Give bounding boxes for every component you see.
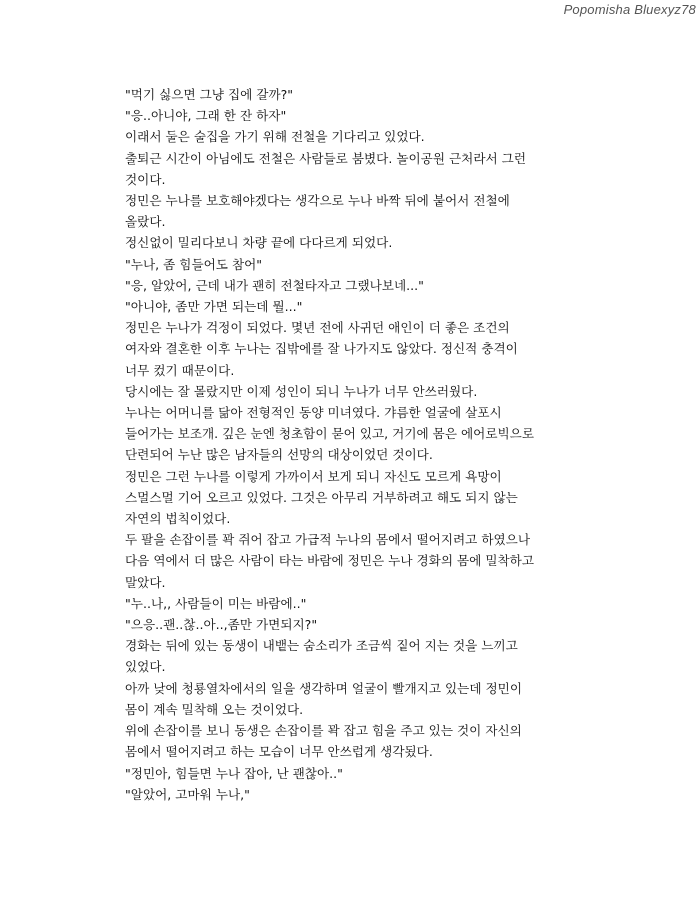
text-line: "응..아니야, 그래 한 잔 하자": [125, 108, 287, 124]
text-line: 너무 컸기 때문이다.: [125, 362, 235, 378]
text-line: 정신없이 밀리다보니 차량 끝에 다다르게 되었다.: [125, 235, 393, 251]
text-line: "누나, 좀 힘들어도 참어": [125, 256, 263, 272]
text-line: "먹기 싫으면 그냥 집에 갈까?": [125, 87, 294, 102]
text-line: 정민은 누나를 보호해야겠다는 생각으로 누나 바짝 뒤에 붙어서 전철에: [125, 193, 510, 209]
text-line: 당시에는 잘 몰랐지만 이제 성인이 되니 누나가 너무 안쓰러웠다.: [125, 383, 478, 399]
text-line: "알았어, 고마워 누나,": [125, 786, 250, 802]
watermark: Popomisha Bluexyz78: [563, 2, 696, 17]
text-line: 정민은 그런 누나를 이렇게 가까이서 보게 되니 자신도 모르게 욕망이: [125, 468, 502, 484]
text-line: 것이다.: [125, 171, 166, 187]
text-line: 이래서 둘은 술집을 가기 위해 전철을 기다리고 있었다.: [125, 129, 425, 145]
text-line: "응, 알았어, 근데 내가 괜히 전철타자고 그랬나보네...": [125, 277, 424, 293]
story-text: [125, 84, 575, 805]
text-line: 있었다.: [125, 659, 166, 675]
text-line: 말았다.: [125, 574, 166, 590]
text-line: "으응..괜..찮..아..,좀만 가면되지?": [125, 617, 318, 633]
text-line: 위에 손잡이를 보니 동생은 손잡이를 꽉 잡고 힘을 주고 있는 것이 자신의: [125, 723, 522, 739]
text-line: "아니야, 좀만 가면 되는데 뭘...": [125, 299, 303, 315]
text-line: 다음 역에서 더 많은 사람이 타는 바람에 정민은 누나 경화의 몸에 밀착하고: [125, 553, 535, 569]
text-line: 몸에서 떨어지려고 하는 모습이 너무 안쓰럽게 생각됬다.: [125, 744, 433, 760]
text-line: 들어가는 보조개. 깊은 눈엔 청초함이 묻어 있고, 거기에 몸은 에어로빅으로: [125, 426, 535, 442]
text-line: 자연의 법칙이었다.: [125, 511, 231, 527]
text-line: 몸이 계속 밀착해 오는 것이었다.: [125, 701, 304, 717]
text-line: 올랐다.: [125, 214, 166, 230]
text-line: 두 팔을 손잡이를 꽉 쥐어 잡고 가급적 누나의 몸에서 떨어지려고 하였으나: [125, 532, 530, 548]
text-line: 여자와 결혼한 이후 누나는 집밖에를 잘 나가지도 않았다. 정신적 충격이: [125, 341, 518, 357]
text-line: 스멀스멀 기어 오르고 있었다. 그것은 아무리 거부하려고 해도 되지 않는: [125, 489, 518, 505]
text-line: 정민은 누나가 걱정이 되었다. 몇년 전에 사귀던 애인이 더 좋은 조건의: [125, 320, 510, 336]
text-line: 단련되어 누난 많은 남자들의 선망의 대상이었던 것이다.: [125, 447, 433, 463]
text-line: 출퇴근 시간이 아님에도 전철은 사람들로 붐볐다. 놀이공원 근처라서 그런: [125, 150, 526, 166]
text-line: 경화는 뒤에 있는 동생이 내뱉는 숨소리가 조금씩 짙어 지는 것을 느끼고: [125, 638, 518, 654]
text-line: 누나는 어머니를 닮아 전형적인 동양 미녀였다. 갸름한 얼굴에 살포시: [125, 405, 502, 421]
text-line: "누..나,, 사람들이 미는 바람에..": [125, 595, 307, 611]
text-line: "정민아, 힘들면 누나 잡아, 난 괜찮아..": [125, 765, 343, 781]
text-line: 아까 낮에 청룡열차에서의 일을 생각하며 얼굴이 빨개지고 있는데 정민이: [125, 680, 522, 696]
